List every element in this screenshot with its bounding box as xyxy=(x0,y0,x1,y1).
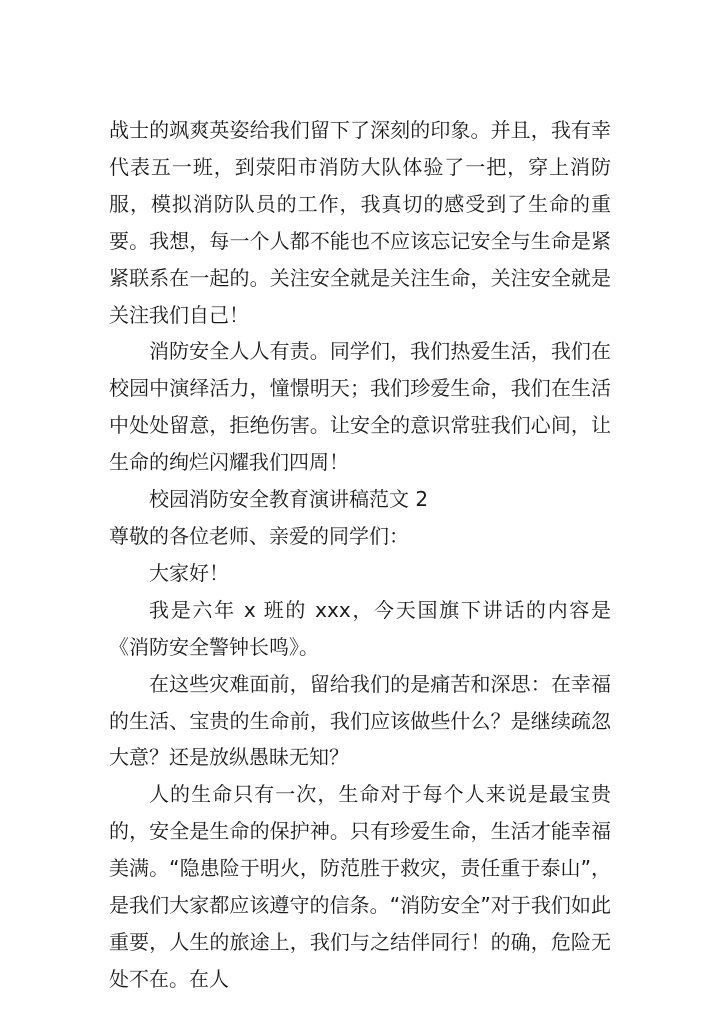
section-heading: 校园消防安全教育演讲稿范文 2 xyxy=(149,487,429,512)
salutation: 尊敬的各位老师、亲爱的同学们： xyxy=(109,523,409,548)
paragraph-reflection: 在这些灾难面前，留给我们的是痛苦和深思：在幸福的生活、宝贵的生命前，我们应该做些什么？是继续疏忽大意？还是放纵愚昧无知？ xyxy=(109,671,611,770)
greeting: 大家好！ xyxy=(149,560,229,585)
paragraph-intro-continued: 战士的飒爽英姿给我们留下了深刻的印象。并且，我有幸代表五一班，到荥阳市消防大队体验了一把，穿上消防服，模拟消防队员的工作，我真切的感受到了生命的重要。我想，每一个人都不能也不应该忘记安全与生命是紧紧联系在一起的。关注安全就是关注生命，关注安全就是关注我们自己！ xyxy=(109,118,611,327)
paragraph-life-value: 人的生命只有一次，生命对于每个人来说是最宝贵的，安全是生命的保护神。只有珍爱生命，生活才能幸福美满。“隐患险于明火，防范胜于救灾，责任重于泰山”，是我们大家都应该遵守的信条。“消防安全”对于我们如此重要，人生的旅途上，我们与之结伴同行！的确，危险无处不在。在人 xyxy=(109,782,611,991)
document-body xyxy=(109,112,611,998)
paragraph-safety-responsibility: 消防安全人人有责。同学们，我们热爱生活，我们在校园中演绎活力，憧憬明天；我们珍爱生命，我们在生活中处处留意，拒绝伤害。让安全的意识常驻我们心间，让生命的绚烂闪耀我们四周！ xyxy=(109,339,611,475)
paragraph-speaker-intro: 我是六年 x 班的 xxx，今天国旗下讲话的内容是《消防安全警钟长鸣》。 xyxy=(109,597,611,659)
